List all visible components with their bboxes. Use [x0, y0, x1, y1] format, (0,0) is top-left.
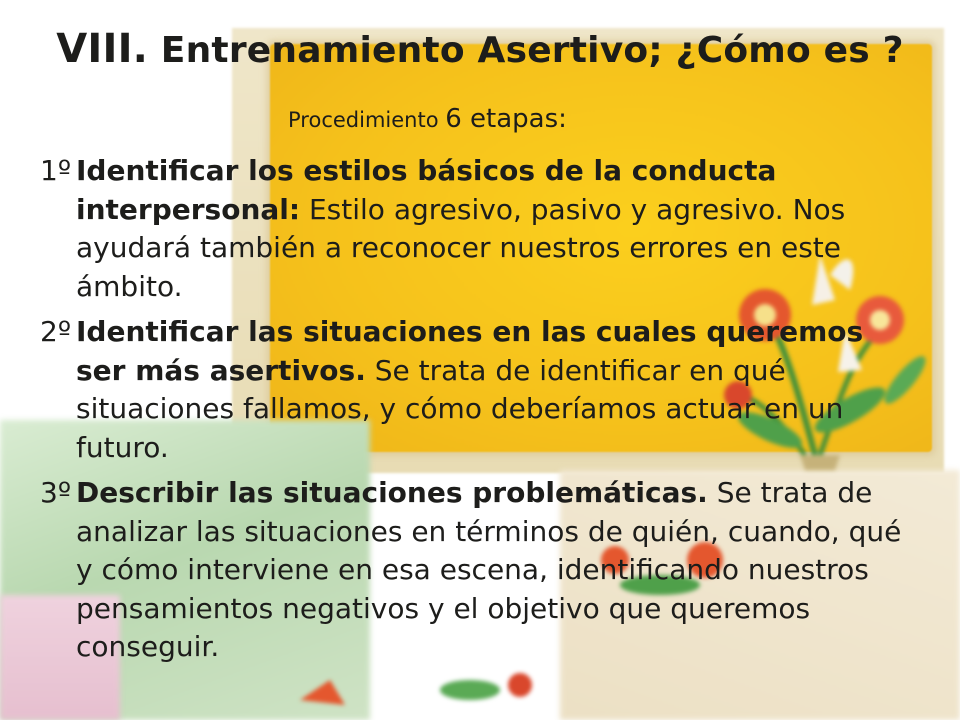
title-text: Entrenamiento Asertivo; ¿Cómo es ? — [148, 30, 904, 71]
stage-description: Se trata de analizar las situaciones en términos de quién, cuando, qué y cómo interviene en esa escena, identificando nuestros pensamientos negativos y el objetivo que queremos conseguir. — [76, 476, 902, 663]
stage-number: 2º — [40, 315, 72, 348]
stage-description: Se trata de identificar en qué situaciones fallamos, y cómo deberíamos actuar en un futuro. — [76, 353, 844, 464]
stage-heading: Describir las situaciones problemáticas. — [76, 476, 708, 509]
subtitle-label: Procedimiento — [288, 108, 439, 132]
stage-description: Estilo agresivo, pasivo y agresivo. Nos ayudará también a reconocer nuestros errores en este ámbito. — [76, 192, 846, 303]
stage-number: 1º — [40, 154, 72, 187]
stage-number: 3º — [40, 476, 72, 509]
slide-subtitle — [288, 104, 567, 134]
title-roman-numeral: VIII. — [56, 26, 149, 72]
stage-list — [40, 152, 920, 674]
stage-item-1 — [40, 152, 920, 306]
slide-title — [0, 26, 960, 72]
stage-item-2 — [40, 313, 920, 467]
stage-heading: Identificar las situaciones en las cuales queremos ser más asertivos. — [76, 315, 864, 387]
stage-heading: Identificar los estilos básicos de la conducta interpersonal: — [76, 154, 777, 226]
stage-item-3 — [40, 474, 920, 667]
subtitle-stages: 6 etapas: — [445, 104, 567, 134]
